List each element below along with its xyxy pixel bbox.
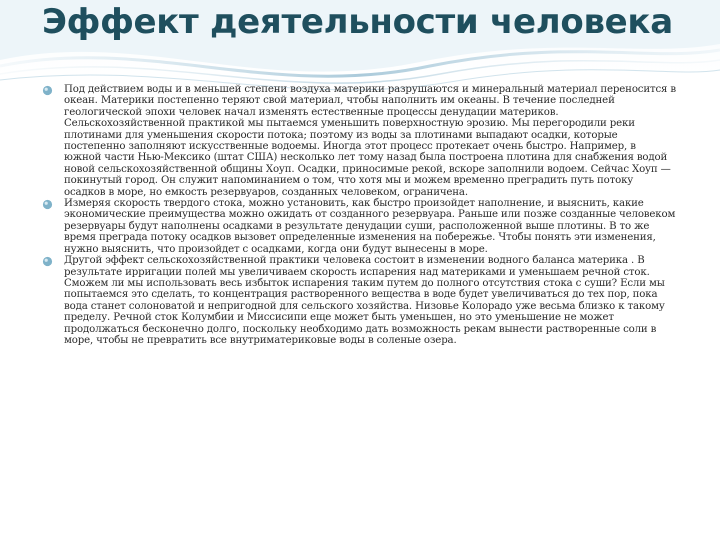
- bullet-icon: [42, 199, 53, 210]
- bullet-item: [42, 255, 676, 346]
- bullet-item: [42, 84, 676, 198]
- bullet-item: [42, 198, 676, 255]
- slide-title: Эффект деятельности человека: [42, 2, 673, 42]
- bullet-text: Измеряя скорость твердого стока, можно установить, как быстро произойдет наполнение, и выяснить, какие экономические преимущества можно ожидать от созданного резервуара. Раньше или позже созданные человеком резервуары будут наполнены осадками в результате денудации суши, расположенной выше плотины. В то же время преграда потоку осадков вызовет определенные изменения на побережье. Чтобы понять эти изменения, нужно выяснить, что произойдет с осадками, когда они будут вынесены в море.: [64, 198, 676, 255]
- bullet-text: Другой эффект сельскохозяйственной практики человека состоит в изменении водного баланса материка . В результате ирригации полей мы увеличиваем скорость испарения над материками и уменьшаем речной сток. Сможем ли мы использовать весь избыток испарения таким путем до полного отсутствия стока с суши? Если мы попытаемся это сделать, то концентрация растворенного вещества в воде будет увеличиваться до тех пор, пока вода станет солоноватой и непригодной для сельского хозяйства. Низовье Колорадо уже весьма близко к такому пределу. Речной сток Колумбии и Миссисипи еще может быть уменьшен, но это уменьшение не может продолжаться бесконечно долго, поскольку необходимо дать возможность рекам вынести растворенные соли в море, чтобы не превратить все внутриматериковые воды в соленые озера.: [64, 255, 665, 346]
- bullet-list: [42, 84, 676, 346]
- bullet-icon: [42, 85, 53, 96]
- bullet-icon: [42, 256, 53, 267]
- bullet-text: Под действием воды и в меньшей степени воздуха материки разрушаются и минеральный материал переносится в океан. Материки постепенно теряют свой материал, чтобы наполнить им океаны. В течение последней геологической эпохи человек начал изменять естественные процессы денудации материков. Сельскохозяйственной практикой мы пытаемся уменьшить поверхностную эрозию. Мы перегородили реки плотинами для уменьшения скорости потока; поэтому из воды за плотинами выпадают осадки, которые постепенно заполняют искусственные водоемы. Иногда этот процесс протекает очень быстро. Например, в южной части Нью-Мексико (штат США) несколько лет тому назад была построена плотина для снабжения водой новой сельскохозяйственной общины Хоуп. Осадки, приносимые рекой, вскоре заполнили водоем. Сейчас Хоуп — покинутый город. Он служит напоминанием о том, что хотя мы и можем временно преградить путь потоку осадков в море, но емкость резервуаров, созданных человеком, ограничена.: [64, 84, 676, 198]
